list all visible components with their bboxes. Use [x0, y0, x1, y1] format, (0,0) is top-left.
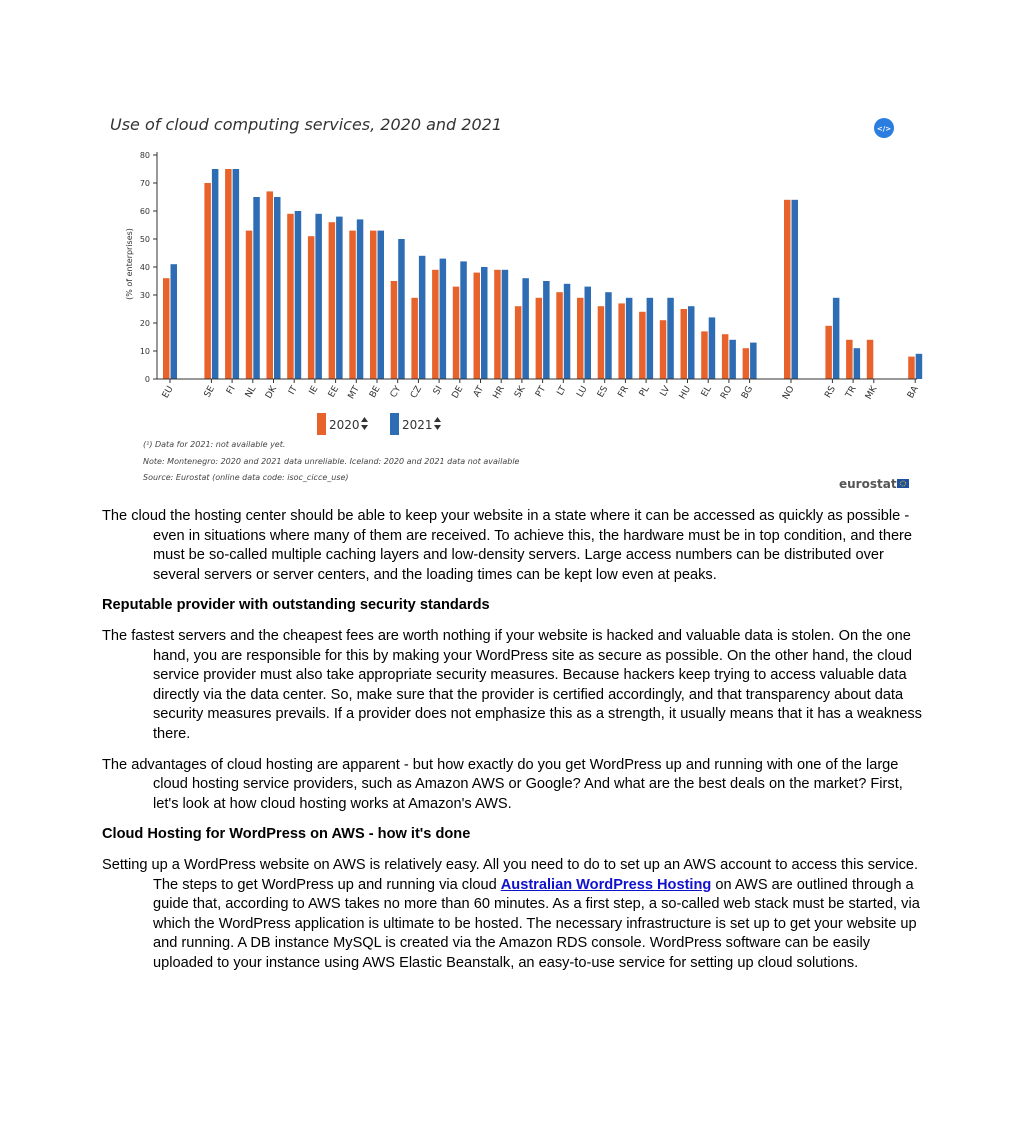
y-tick-label: 60 — [139, 207, 150, 216]
bar-ro-2020 — [722, 334, 729, 379]
y-tick-label: 10 — [139, 347, 150, 356]
bar-mt-2020 — [349, 231, 356, 379]
section-heading: Reputable provider with outstanding security standards — [102, 597, 490, 614]
bar-hu-2020 — [681, 309, 688, 379]
sort-arrows-icon[interactable] — [434, 417, 441, 430]
x-tick-label: LT — [555, 384, 569, 398]
bar-ba-2021 — [916, 354, 923, 379]
y-tick-label: 80 — [139, 151, 150, 160]
bar-hu-2021 — [688, 306, 695, 379]
legend-label-2020: 2020 — [329, 418, 360, 432]
paragraph: The cloud the hosting center should be able to keep your website in a state where it can be accessed as quickly as possible - even in situations where many of them are received. To achieve this, the hardware must be in top condition, and there must be so-called multiple caching layers and low-density servers. Large access numbers can be distributed over several servers or server centers, and the loading times can be kept low even at peaks. — [102, 508, 913, 583]
bar-de-2021 — [460, 261, 467, 379]
bar-it-2020 — [287, 214, 294, 379]
bar-pt-2020 — [536, 298, 543, 379]
bar-ba-2020 — [908, 357, 915, 379]
bar-ie-2021 — [315, 214, 322, 379]
x-tick-label: MT — [346, 384, 362, 401]
bars — [163, 169, 922, 379]
legend-swatch-2020 — [317, 413, 326, 435]
bar-pl-2021 — [647, 298, 654, 379]
bar-lt-2020 — [556, 292, 563, 379]
x-tick-label: EE — [326, 384, 342, 400]
bar-el-2020 — [701, 331, 708, 379]
bar-lu-2021 — [585, 287, 592, 379]
y-tick-label: 0 — [144, 375, 150, 384]
legend — [317, 413, 441, 435]
bar-be-2020 — [370, 231, 377, 379]
x-tick-label: ES — [595, 384, 611, 400]
legend-swatch-2021 — [390, 413, 399, 435]
chart-note: Note: Montenegro: 2020 and 2021 data unreliable. Iceland: 2020 and 2021 data not available — [143, 457, 520, 466]
legend-item-2020[interactable] — [317, 413, 368, 435]
bar-lv-2021 — [667, 298, 674, 379]
paragraph: The advantages of cloud hosting are apparent - but how exactly do you get WordPress up and running with one of the large cloud hosting service providers, such as Amazon AWS or Google? And what are the best deals on the market? First, let's look at how cloud hosting works at Amazon's AWS. — [102, 756, 903, 812]
bar-sk-2020 — [515, 306, 522, 379]
bar-pt-2021 — [543, 281, 550, 379]
x-tick-label: NO — [781, 384, 797, 402]
chart-footnote: (¹) Data for 2021: not available yet. — [143, 440, 286, 449]
x-tick-label: FR — [616, 384, 631, 400]
x-tick-label: HU — [677, 384, 694, 402]
bar-de-2020 — [453, 287, 460, 379]
x-tick-label: SK — [513, 384, 528, 400]
x-tick-label: IE — [307, 384, 321, 397]
bar-eu-2020 — [163, 278, 170, 379]
bar-fr-2021 — [626, 298, 633, 379]
bar-se-2021 — [212, 169, 219, 379]
eurostat-chart-figure — [105, 103, 923, 498]
y-axis-label: (% of enterprises) — [125, 228, 134, 300]
bar-si-2021 — [440, 259, 447, 379]
legend-item-2021[interactable] — [390, 413, 441, 435]
bar-no-2020 — [784, 200, 791, 379]
y-axis — [140, 151, 157, 384]
x-tick-label: MK — [863, 384, 880, 402]
chart-source: Source: Eurostat (online data code: isoc_cicce_use) — [143, 473, 349, 482]
bar-rs-2020 — [825, 326, 832, 379]
x-tick-label: SI — [431, 384, 445, 397]
y-tick-label: 30 — [139, 291, 150, 300]
x-tick-label: SE — [202, 384, 217, 400]
bar-ee-2021 — [336, 217, 343, 379]
svg-text:eurostat: eurostat — [839, 477, 897, 491]
x-tick-label: EU — [160, 384, 176, 401]
bar-cz-2020 — [411, 298, 418, 379]
bar-bg-2020 — [743, 348, 750, 379]
y-tick-label: 50 — [139, 235, 150, 244]
bar-eu-2021 — [171, 264, 178, 379]
bar-es-2021 — [605, 292, 612, 379]
bar-ie-2020 — [308, 236, 315, 379]
x-tick-label: TR — [844, 384, 859, 400]
bar-nl-2020 — [246, 231, 253, 379]
x-tick-label: EL — [699, 384, 714, 399]
bar-cy-2020 — [391, 281, 398, 379]
x-tick-label: PL — [637, 384, 652, 399]
x-tick-label: IT — [287, 384, 300, 397]
bar-rs-2021 — [833, 298, 840, 379]
y-tick-label: 40 — [139, 263, 150, 272]
x-tick-label: LU — [575, 384, 590, 400]
bar-cy-2021 — [398, 239, 405, 379]
bar-bg-2021 — [750, 343, 757, 379]
bar-es-2020 — [598, 306, 605, 379]
x-tick-label: BE — [368, 384, 383, 400]
bar-at-2020 — [474, 273, 481, 379]
bar-fi-2021 — [233, 169, 240, 379]
bar-sk-2021 — [522, 278, 529, 379]
x-tick-label: HR — [491, 384, 507, 401]
bar-no-2021 — [792, 200, 799, 379]
x-tick-label: DK — [264, 384, 280, 401]
bar-hr-2020 — [494, 270, 501, 379]
x-tick-label: DE — [450, 384, 466, 401]
bar-chart — [105, 103, 923, 498]
section-heading: Cloud Hosting for WordPress on AWS - how it's done — [102, 826, 471, 843]
bar-hr-2021 — [502, 270, 509, 379]
bar-fr-2020 — [618, 303, 625, 379]
bar-mk-2020 — [867, 340, 874, 379]
y-tick-label: 70 — [139, 179, 150, 188]
australian-wordpress-hosting-link[interactable]: Australian WordPress Hosting — [500, 876, 712, 893]
x-tick-label: PT — [534, 384, 549, 399]
bar-at-2021 — [481, 267, 488, 379]
bar-mt-2021 — [357, 219, 364, 379]
bar-ee-2020 — [329, 222, 336, 379]
bar-fi-2020 — [225, 169, 232, 379]
x-axis — [157, 379, 921, 401]
bar-dk-2021 — [274, 197, 281, 379]
bar-ro-2021 — [729, 340, 736, 379]
bar-nl-2021 — [253, 197, 259, 379]
chart-title: Use of cloud computing services, 2020 and 2021 — [110, 115, 502, 134]
paragraph: Setting up a WordPress website on AWS is relatively easy. All you need to do to set up an AWS account to access this service. The steps to get WordPress up and running via cloud Australian WordPress Hosting on AWS are outlined through a guide that, according to AWS takes no more than 60 minutes. As a first step, a so-called web stack must be started, via which the WordPress application is ultimate to be hosted. The necessary infrastructure is set up to get your website up and running. A DB instance MySQL is created via the Amazon RDS console. WordPress software can be easily uploaded to your instance using AWS Elastic Beanstalk, an easy-to-use service for setting up cloud solutions. — [102, 856, 920, 971]
article-body — [102, 507, 924, 984]
x-tick-label: NL — [243, 384, 259, 400]
x-tick-label: RS — [823, 384, 838, 400]
embed-code-button[interactable] — [874, 118, 894, 138]
paragraph: The fastest servers and the cheapest fees are worth nothing if your website is hacked and valuable data is stolen. On the one hand, you are responsible for this by making your WordPress site as secure as possible. On the other hand, the cloud service provider must also take appropriate security measures. Because hackers keep trying to access valuable data directly via the data center. So, make sure that the provider is certified accordingly, and that transparency about data security measures prevails. If a provider does not emphasize this as a strength, it usually means that it has a weakness there. — [102, 627, 922, 742]
x-tick-label: BG — [740, 384, 756, 401]
x-tick-label: RO — [719, 384, 735, 402]
bar-pl-2020 — [639, 312, 646, 379]
bar-lu-2020 — [577, 298, 584, 379]
x-tick-label: BA — [905, 384, 921, 401]
x-tick-label: CY — [388, 384, 404, 400]
bar-lt-2021 — [564, 284, 571, 379]
svg-text:</>: </> — [876, 125, 892, 133]
bar-se-2020 — [204, 183, 211, 379]
x-tick-label: LV — [658, 384, 673, 399]
sort-arrows-icon[interactable] — [361, 417, 368, 430]
bar-be-2021 — [378, 231, 385, 379]
x-tick-label: AT — [471, 384, 487, 399]
bar-dk-2020 — [267, 191, 274, 379]
y-tick-label: 20 — [139, 319, 150, 328]
bar-tr-2021 — [854, 348, 861, 379]
bar-el-2021 — [709, 317, 716, 379]
eurostat-logo — [839, 477, 909, 491]
bar-it-2021 — [295, 211, 302, 379]
bar-lv-2020 — [660, 320, 667, 379]
x-tick-label: CZ — [409, 384, 424, 401]
legend-label-2021: 2021 — [402, 418, 433, 432]
bar-si-2020 — [432, 270, 439, 379]
bar-cz-2021 — [419, 256, 426, 379]
bar-tr-2020 — [846, 340, 853, 379]
x-tick-label: FI — [225, 384, 238, 397]
